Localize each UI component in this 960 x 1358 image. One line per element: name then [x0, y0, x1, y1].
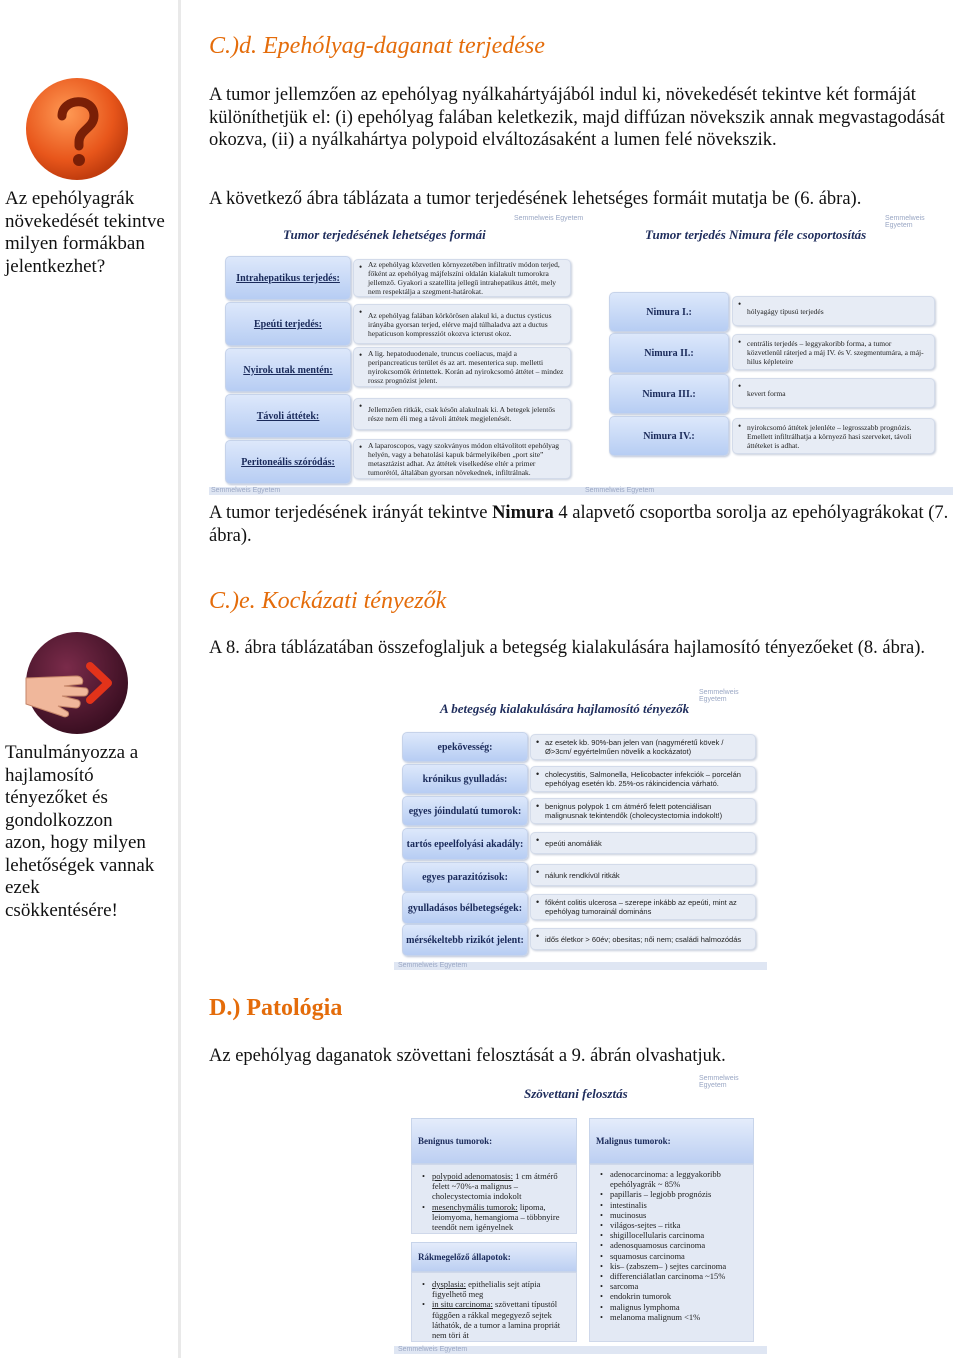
- malignant-item: • endokrin tumorok: [610, 1291, 745, 1301]
- margin-question-text: Az epehólyagrák növekedését tekintve milyen formákban jelentkezhet?: [5, 188, 165, 277]
- malignant-item: • papillaris – legjobb prognózis: [610, 1189, 745, 1199]
- malignant-item: • melanoma malignum <1%: [610, 1312, 745, 1322]
- fig6-label-biliary: Epeúti terjedés:: [225, 302, 351, 346]
- figure-9: [394, 1074, 767, 1356]
- fig8-text-4: • nálunk rendkívül ritkák: [530, 864, 756, 886]
- figure-9-title: Szövettani felosztás: [524, 1086, 628, 1101]
- fig7-label-nimura-3: Nimura III.:: [609, 374, 729, 414]
- fig7-text-nimura-3: • kevert forma: [732, 378, 935, 408]
- watermark: Semmelweis Egyetem: [514, 215, 584, 222]
- fig6-text-peritoneal: • A laparoscopos, vagy szokványos módon eltávolított epehólyag helyén, vagy a behatolási kapuk bármelyikében „port site” metasztázist adhat. Az áttétek viselkedése eltér a primer tumorétól, általában gyorsan növekednek, infiltrálnak.: [353, 439, 571, 479]
- nimura-term: Nimura: [492, 503, 554, 523]
- fig8-label-0: epekövesség:: [402, 732, 528, 762]
- malignant-item: • mucinosus: [610, 1210, 745, 1220]
- margin-divider: [178, 0, 181, 1358]
- figure-8-title: A betegség kialakulására hajlamosító tényezők: [440, 701, 690, 716]
- malignant-item: • világos-sejtes – ritka: [610, 1220, 745, 1230]
- fig6-text-distant: • Jellemzően ritkák, csak későn alakulnak ki. A betegek jelentős része nem éli meg a távoli áttétek megjelenését.: [353, 398, 571, 430]
- fig7-text-nimura-1: • hólyagágy típusú terjedés: [732, 296, 935, 326]
- section-heading-pathology: D.) Patológia: [209, 995, 343, 1021]
- fig8-label-5: gyulladásos bélbetegségek:: [402, 892, 528, 924]
- precancer-item: • dysplasia: epithelialis sejt atípia figyelhető meg: [432, 1279, 568, 1299]
- malignant-header: Malignus tumorok:: [589, 1118, 754, 1164]
- watermark: Semmelweis Egyetem: [885, 215, 925, 229]
- figure-6-7: [209, 214, 953, 497]
- fig8-label-2: egyes jóindulatú tumorok:: [402, 796, 528, 826]
- malignant-item: • malignus lymphoma: [610, 1302, 745, 1312]
- fig7-text-nimura-4: • nyirokcsomó áttétek jelenléte – legrosszabb prognózis. Emellett infiltrálhatja a környező hasi szerveket, távoli áttéteket is adhat.: [732, 418, 935, 454]
- figure-7-title: Tumor terjedés Nimura féle csoportosítás: [645, 227, 867, 242]
- fig6-text-intrahepatic: • Az epehólyag közvetlen környezetében infiltratív módon terjed, főként az epehólyag májfelszíni oldalán kialakult tumorokra jellemző. Gyakori a szatellita jellegű intrahepatikus áttét, mely nem respektálja a szegment-határokat.: [353, 259, 571, 297]
- fig8-text-1: • cholecystitis, Salmonella, Helicobacter infekciók – porcelán epehólyag esetén kb. 25%-os rákincidencia várható.: [530, 766, 756, 792]
- malignant-item: • adenosquamosus carcinoma: [610, 1240, 745, 1250]
- fig7-label-nimura-1: Nimura I.:: [609, 292, 729, 332]
- malignant-item: • differenciálatlan carcinoma ~15%: [610, 1271, 745, 1281]
- pointing-hand-icon: [24, 630, 130, 736]
- benign-item: • polypoid adenomatosis: 1 cm átmérő felett ~70%-a malignus – cholecystectomia indokolt: [432, 1171, 568, 1202]
- malignant-item: • squamosus carcinoma: [610, 1251, 745, 1261]
- fig8-label-1: krónikus gyulladás:: [402, 764, 528, 794]
- fig8-text-6: • idős életkor > 60év; obesitas; női nem; családi halmozódás: [530, 928, 756, 950]
- malignant-item: • kis– (zabszem– ) sejtes carcinoma: [610, 1261, 745, 1271]
- watermark: Semmelweis Egyetem: [699, 1075, 739, 1089]
- paragraph-fig8-intro: A 8. ábra táblázatában összefoglaljuk a betegség kialakulására hajlamosító tényezőeket (8. ábra).: [209, 638, 926, 658]
- benign-header: Benignus tumorok:: [411, 1118, 577, 1164]
- figure-6-title: Tumor terjedésének lehetséges formái: [283, 227, 486, 242]
- precancer-item: • in situ carcinoma: szövettani típustól függően a rákkal megegyező sejtek láthatók, de a tumor a lamina propriát nem töri át: [432, 1299, 568, 1340]
- malignant-item: • intestinalis: [610, 1200, 745, 1210]
- fig7-text-nimura-2: • centrális terjedés – leggyakoribb forma, a tumor közvetlenül ráterjed a máj IV. és V. szegmentumára, a máj-hilus képleteire: [732, 334, 935, 370]
- precancer-panel: [411, 1272, 577, 1342]
- margin-task-text: Tanulmányozza a hajlamosító tényezőket és gondolkozzon azon, hogy milyen lehetőségek vannak ezek csökkentésére!: [5, 742, 155, 921]
- watermark: Semmelweis Egyetem: [211, 487, 281, 494]
- paragraph-fig9-intro: Az epehólyag daganatok szövettani felosztását a 9. ábrán olvashatjuk.: [209, 1046, 726, 1066]
- precancer-header: Rákmegelőző állapotok:: [411, 1242, 577, 1272]
- fig6-label-peritoneal: Peritoneális szóródás:: [225, 440, 351, 484]
- watermark: Semmelweis Egyetem: [398, 962, 468, 969]
- section-heading-spread: C.)d. Epehólyag-daganat terjedése: [209, 33, 545, 59]
- malignant-panel: [589, 1164, 754, 1342]
- figure-8: [394, 688, 767, 970]
- paragraph-nimura: A tumor terjedésének irányát tekintve Nimura 4 alapvető csoportba sorolja az epehólyagrákokat (7. ábra).: [209, 503, 949, 546]
- watermark: Semmelweis Egyetem: [699, 689, 739, 703]
- fig8-label-3: tartós epeelfolyási akadály:: [402, 828, 528, 860]
- malignant-item: • adenocarcinoma: a leggyakoribb epehólyagrák ~ 85%: [610, 1169, 745, 1189]
- fig8-label-6: mérsékeltebb rizikót jelent:: [402, 924, 528, 956]
- paragraph-fig6-intro: A következő ábra táblázata a tumor terjedésének lehetséges formáit mutatja be (6. ábra).: [209, 189, 862, 209]
- fig8-text-0: • az esetek kb. 90%-ban jelen van (nagyméretű kövek /Ø>3cm/ egyértelműen növelik a kockázatot): [530, 734, 756, 760]
- fig7-label-nimura-2: Nimura II.:: [609, 333, 729, 373]
- watermark: Semmelweis Egyetem: [585, 487, 655, 494]
- section-heading-risk: C.)e. Kockázati tényezők: [209, 588, 447, 614]
- question-mark-icon: [24, 76, 130, 182]
- fig8-text-3: • epeúti anomáliák: [530, 832, 756, 854]
- fig7-label-nimura-4: Nimura IV.:: [609, 416, 729, 456]
- malignant-item: • shigillocellularis carcinoma: [610, 1230, 745, 1240]
- benign-item: • mesenchymális tumorok: lipoma, leiomyoma, hemangioma – többnyire teendőt nem igényelnek: [432, 1202, 568, 1233]
- benign-panel: [411, 1164, 577, 1234]
- fig8-text-5: • főként colitis ulcerosa – szerepe inkább az epeúti, mint az epehólyag tumorainál domináns: [530, 894, 756, 920]
- paragraph-growth: A tumor jellemzően az epehólyag nyálkahártyájából indul ki, növekedését tekintve két formáját különíthetjük el: (i) epehólyag falában keletkezik, majd diffúzan növekszik annak megvastagodását okozva, (ii) a nyálkahártya polypoid elváltozásaként a lumen felé növekszik.: [209, 85, 945, 150]
- figure-footer-bar: [209, 487, 953, 495]
- fig8-label-4: egyes parazitózisok:: [402, 862, 528, 892]
- malignant-item: • sarcoma: [610, 1281, 745, 1291]
- fig6-text-lymph: • A lig. hepatoduodenale, truncus coeliacus, majd a peripancreaticus terület és az art. mesenterica sup. melletti nyirokcsomók érintettek. Korán ad nyirokcsomó áttétet – mindez rossz prognózist jelent.: [353, 347, 571, 387]
- fig6-label-distant: Távoli áttétek:: [225, 394, 351, 438]
- fig6-label-lymph: Nyirok utak mentén:: [225, 348, 351, 392]
- watermark: Semmelweis Egyetem: [398, 1346, 468, 1353]
- fig6-label-intrahepatic: Intrahepatikus terjedés:: [225, 256, 351, 300]
- fig6-text-biliary: • Az epehólyag falában körkörösen alakul ki, a ductus cysticus irányába gyorsan terjed, elérve majd túlhaladva azt a ductus hepaticuson kompressziót okozva icterust okoz.: [353, 304, 571, 344]
- fig8-text-2: • benignus polypok 1 cm átmérő felett potenciálisan malignusnak tekintendők (cholecystectomia indokolt!): [530, 798, 756, 824]
